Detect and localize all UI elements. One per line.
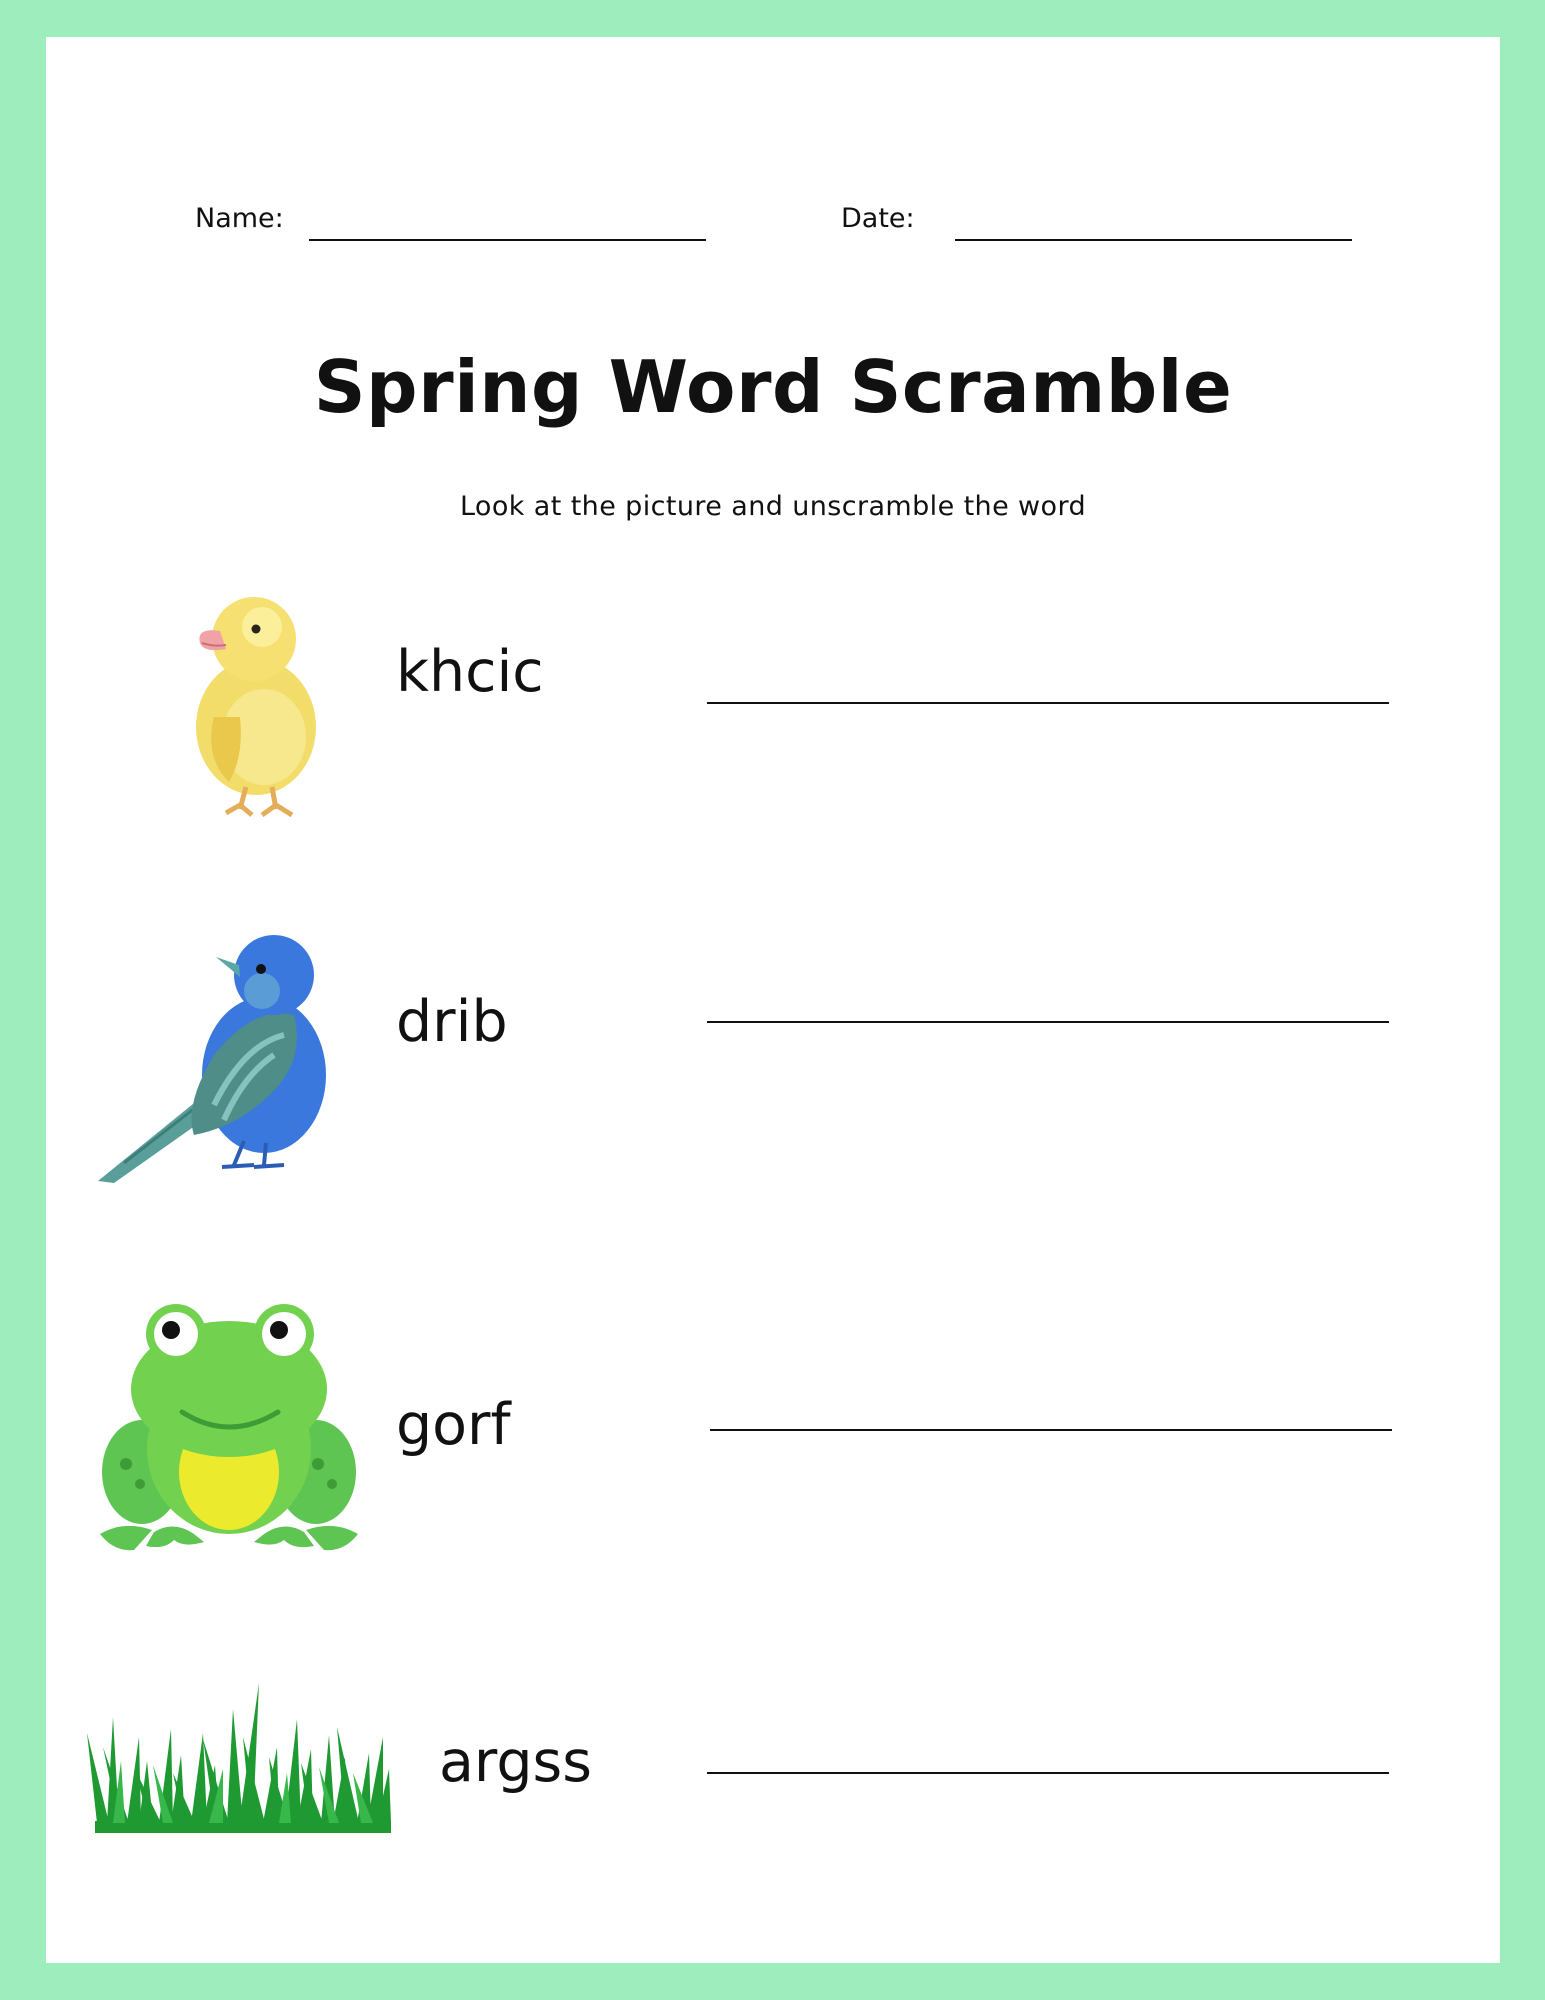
answer-line-3[interactable]: [710, 1429, 1392, 1431]
scrambled-word: drib: [396, 989, 508, 1055]
date-label: Date:: [841, 203, 915, 234]
page-subtitle: Look at the picture and unscramble the word: [459, 491, 1087, 522]
page-title: Spring Word Scramble: [313, 345, 1233, 429]
date-field[interactable]: [955, 239, 1352, 241]
name-label: Name:: [195, 203, 284, 234]
scrambled-word: khcic: [396, 639, 544, 705]
answer-line-2[interactable]: [707, 1021, 1389, 1023]
bird-icon: [94, 905, 334, 1185]
duckling-icon: [144, 557, 334, 817]
scrambled-word: argss: [439, 1729, 592, 1795]
worksheet-page: [46, 37, 1500, 1963]
frog-icon: [94, 1294, 364, 1554]
answer-line-4[interactable]: [707, 1772, 1389, 1774]
grass-icon: [83, 1677, 393, 1837]
name-field[interactable]: [309, 239, 706, 241]
answer-line-1[interactable]: [707, 702, 1389, 704]
scrambled-word: gorf: [396, 1392, 511, 1458]
